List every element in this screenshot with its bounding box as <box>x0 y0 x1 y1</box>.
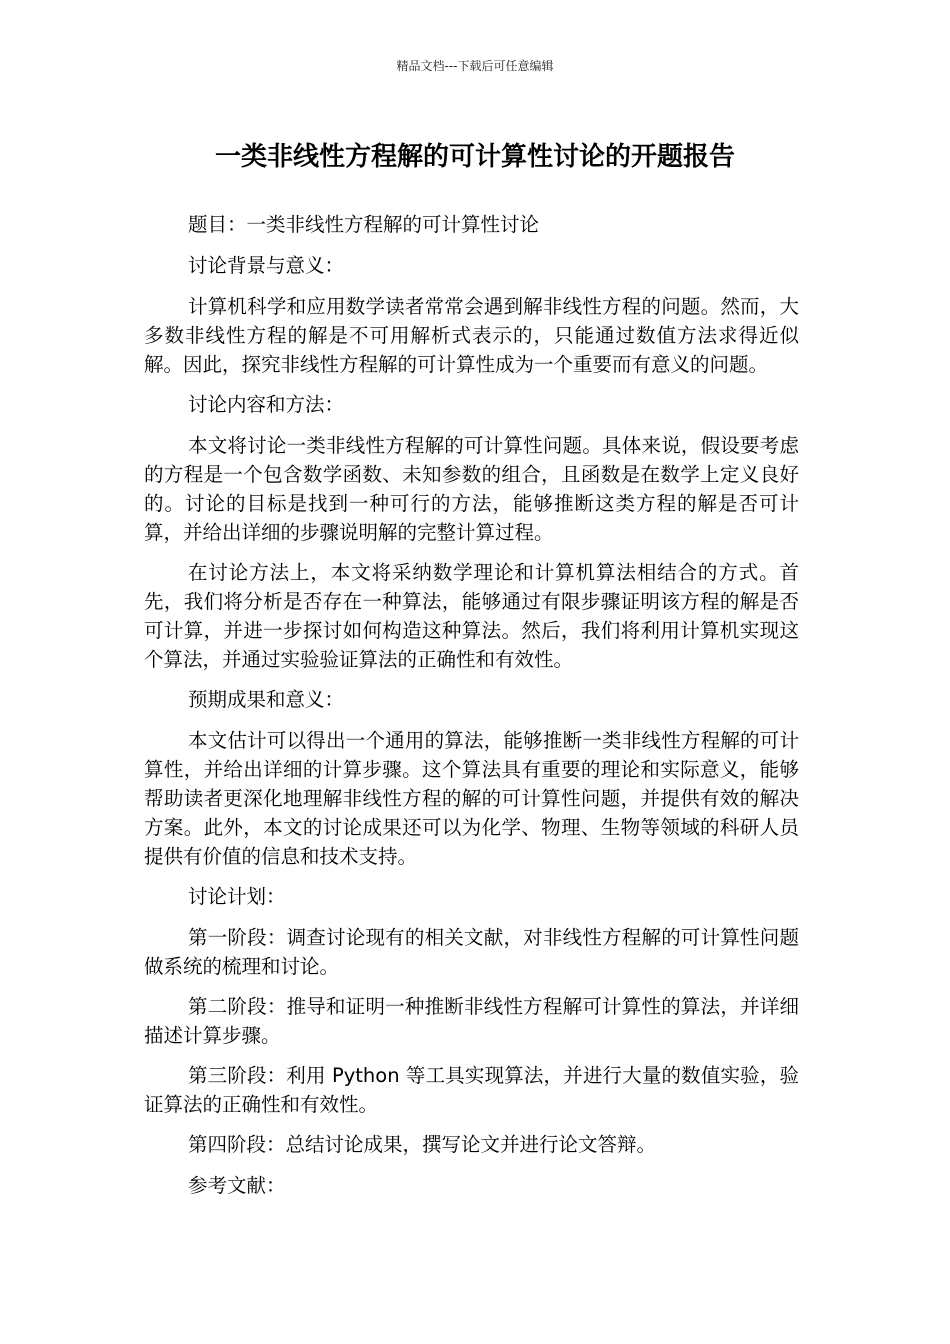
section-heading-background: 讨论背景与意义： <box>188 254 345 277</box>
section-heading-expected-results: 预期成果和意义： <box>188 688 345 711</box>
plan-stage-3: 第三阶段：利用 Python 等工具实现算法，并进行大量的数值实验，验证算法的正确性和有效性。 <box>144 1064 799 1116</box>
document-body <box>144 210 799 1212</box>
section-heading-plan: 讨论计划： <box>188 885 286 908</box>
topic-line: 题目：一类非线性方程解的可计算性讨论 <box>188 213 540 236</box>
paragraph-method: 在讨论方法上，本文将采纳数学理论和计算机算法相结合的方式。首先，我们将分析是否存在一种算法，能够通过有限步骤证明该方程的解是否可计算，并进一步探讨如何构造这种算法。然后，我们将利用计算机实现这个算法，并通过实验验证算法的正确性和有效性。 <box>144 561 799 671</box>
paragraph-expected-results: 本文估计可以得出一个通用的算法，能够推断一类非线性方程解的可计算性，并给出详细的计算步骤。这个算法具有重要的理论和实际意义，能够帮助读者更深化地理解非线性方程的解的可计算性问题，并提供有效的解决方案。此外，本文的讨论成果还可以为化学、物理、生物等领域的科研人员提供有价值的信息和技术支持。 <box>144 729 799 868</box>
page-header: 精品文档---下载后可任意编辑 <box>396 59 554 73</box>
section-heading-references: 参考文献： <box>188 1174 286 1197</box>
plan-stage-1: 第一阶段：调查讨论现有的相关文献，对非线性方程解的可计算性问题做系统的梳理和讨论。 <box>144 926 799 978</box>
document-title: 一类非线性方程解的可计算性讨论的开题报告 <box>214 142 735 172</box>
paragraph-background: 计算机科学和应用数学读者常常会遇到解非线性方程的问题。然而，大多数非线性方程的解是不可用解析式表示的，只能通过数值方法求得近似解。因此，探究非线性方程解的可计算性成为一个重要而有意义的问题。 <box>144 295 799 376</box>
plan-stage-4: 第四阶段：总结讨论成果，撰写论文并进行论文答辩。 <box>188 1133 657 1156</box>
section-heading-content-method: 讨论内容和方法： <box>188 393 345 416</box>
plan-stage-2: 第二阶段：推导和证明一种推断非线性方程解可计算性的算法，并详细描述计算步骤。 <box>144 995 799 1047</box>
paragraph-content: 本文将讨论一类非线性方程解的可计算性问题。具体来说，假设要考虑的方程是一个包含数学函数、未知参数的组合，且函数是在数学上定义良好的。讨论的目标是找到一种可行的方法，能够推断这类方程的解是否可计算，并给出详细的步骤说明解的完整计算过程。 <box>144 434 799 544</box>
